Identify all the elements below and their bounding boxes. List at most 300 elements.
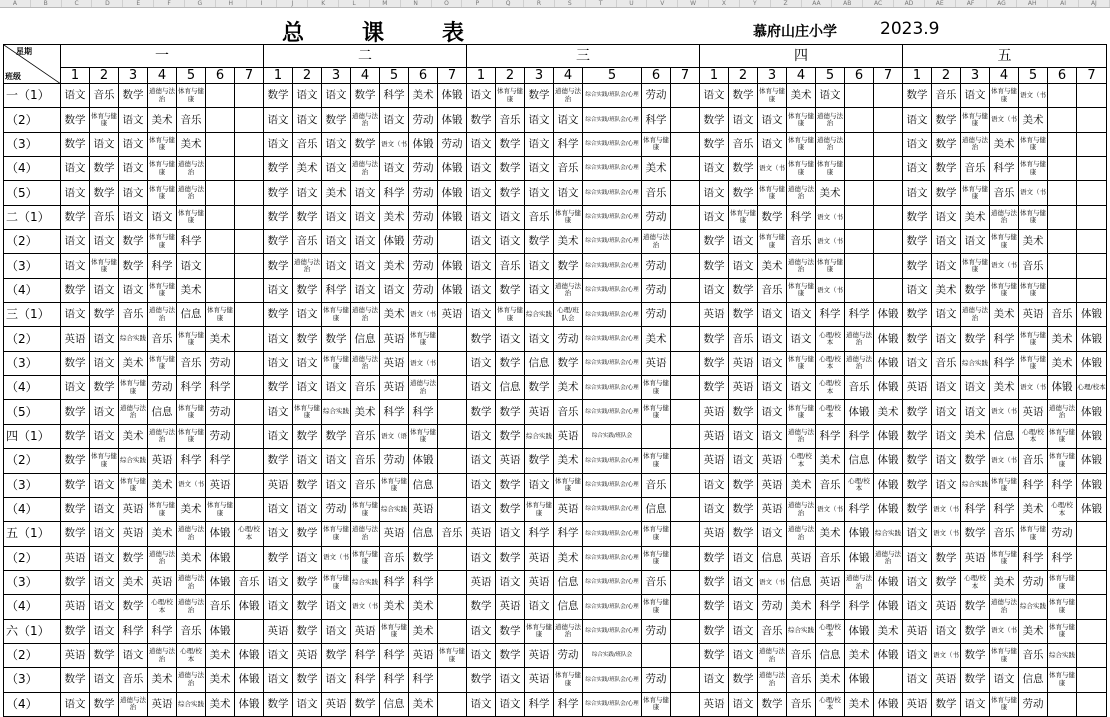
- lesson-cell[interactable]: 数学: [932, 692, 961, 716]
- lesson-cell[interactable]: 语文（书: [758, 570, 787, 594]
- lesson-cell[interactable]: 科学: [206, 449, 235, 473]
- lesson-cell[interactable]: 数学: [293, 205, 322, 229]
- lesson-cell[interactable]: 体锻: [1077, 449, 1107, 473]
- lesson-cell[interactable]: [671, 84, 700, 108]
- lesson-cell[interactable]: 信息: [554, 570, 583, 594]
- lesson-cell[interactable]: 语文: [467, 303, 496, 327]
- lesson-cell[interactable]: 音乐: [438, 522, 467, 546]
- lesson-cell[interactable]: 体育与健康: [990, 546, 1019, 570]
- lesson-cell[interactable]: [1077, 181, 1107, 205]
- lesson-cell[interactable]: 英语: [1019, 303, 1048, 327]
- lesson-cell[interactable]: 体锻: [1048, 376, 1077, 400]
- lesson-cell[interactable]: 语文: [322, 157, 351, 181]
- lesson-cell[interactable]: 劳动: [1019, 570, 1048, 594]
- class-name[interactable]: （3）: [4, 570, 61, 594]
- lesson-cell[interactable]: [671, 595, 700, 619]
- lesson-cell[interactable]: 音乐: [148, 327, 177, 351]
- lesson-cell[interactable]: 科学: [351, 643, 380, 667]
- lesson-cell[interactable]: 体育与健康: [1019, 205, 1048, 229]
- lesson-cell[interactable]: 数学: [496, 132, 525, 156]
- lesson-cell[interactable]: 心理/校本: [816, 619, 845, 643]
- lesson-cell[interactable]: 语文: [700, 205, 729, 229]
- lesson-cell[interactable]: 语文: [467, 351, 496, 375]
- lesson-cell[interactable]: 体锻: [845, 546, 874, 570]
- lesson-cell[interactable]: 英语: [61, 643, 90, 667]
- lesson-cell[interactable]: 语文: [293, 181, 322, 205]
- lesson-cell[interactable]: 科学: [380, 400, 409, 424]
- lesson-cell[interactable]: 数学: [264, 376, 293, 400]
- lesson-cell[interactable]: [845, 205, 874, 229]
- lesson-cell[interactable]: 科学: [351, 668, 380, 692]
- lesson-cell[interactable]: 科学: [1048, 546, 1077, 570]
- lesson-cell[interactable]: 语文: [496, 205, 525, 229]
- lesson-cell[interactable]: 综合实践/班队会/心理: [583, 132, 642, 156]
- lesson-cell[interactable]: [438, 619, 467, 643]
- lesson-cell[interactable]: [671, 473, 700, 497]
- lesson-cell[interactable]: 综合实践/班队会/心理: [583, 84, 642, 108]
- lesson-cell[interactable]: 美术: [1019, 230, 1048, 254]
- lesson-cell[interactable]: 美术: [119, 424, 148, 448]
- lesson-cell[interactable]: 语文: [467, 205, 496, 229]
- lesson-cell[interactable]: 科学: [119, 619, 148, 643]
- class-name[interactable]: （2）: [4, 230, 61, 254]
- lesson-cell[interactable]: 数学: [293, 278, 322, 302]
- lesson-cell[interactable]: 道德与法治: [787, 522, 816, 546]
- class-name[interactable]: （4）: [4, 497, 61, 521]
- lesson-cell[interactable]: 语文: [961, 230, 990, 254]
- lesson-cell[interactable]: 语文: [700, 497, 729, 521]
- lesson-cell[interactable]: 信息: [177, 303, 206, 327]
- lesson-cell[interactable]: 信息: [351, 327, 380, 351]
- lesson-cell[interactable]: 科学: [845, 424, 874, 448]
- lesson-cell[interactable]: 数学: [903, 497, 932, 521]
- lesson-cell[interactable]: [1077, 108, 1107, 132]
- lesson-cell[interactable]: 音乐: [496, 254, 525, 278]
- lesson-cell[interactable]: 英语: [380, 327, 409, 351]
- lesson-cell[interactable]: 体锻: [1077, 303, 1107, 327]
- lesson-cell[interactable]: 音乐: [787, 230, 816, 254]
- column-letter[interactable]: Z: [771, 0, 802, 7]
- lesson-cell[interactable]: [206, 108, 235, 132]
- lesson-cell[interactable]: 综合实践/班队会/心理: [583, 205, 642, 229]
- lesson-cell[interactable]: 英语: [525, 546, 554, 570]
- lesson-cell[interactable]: 美术: [1019, 497, 1048, 521]
- lesson-cell[interactable]: 数学: [90, 157, 119, 181]
- lesson-cell[interactable]: 语文: [264, 668, 293, 692]
- column-letter[interactable]: M: [370, 0, 401, 7]
- lesson-cell[interactable]: 道德与法治: [351, 522, 380, 546]
- lesson-cell[interactable]: 数学: [932, 132, 961, 156]
- lesson-cell[interactable]: 体育与健康: [816, 254, 845, 278]
- lesson-cell[interactable]: [1077, 668, 1107, 692]
- lesson-cell[interactable]: 体锻: [206, 570, 235, 594]
- lesson-cell[interactable]: 英语: [787, 546, 816, 570]
- lesson-cell[interactable]: [235, 619, 264, 643]
- lesson-cell[interactable]: 语文: [496, 327, 525, 351]
- lesson-cell[interactable]: 语文: [961, 400, 990, 424]
- lesson-cell[interactable]: 科学: [525, 692, 554, 716]
- lesson-cell[interactable]: [1077, 643, 1107, 667]
- lesson-cell[interactable]: 数学: [932, 570, 961, 594]
- lesson-cell[interactable]: 语文: [90, 278, 119, 302]
- lesson-cell[interactable]: 科学: [177, 449, 206, 473]
- lesson-cell[interactable]: 科学: [554, 522, 583, 546]
- column-letter[interactable]: O: [432, 0, 463, 7]
- lesson-cell[interactable]: 语文: [351, 205, 380, 229]
- lesson-cell[interactable]: 劳动: [642, 205, 671, 229]
- lesson-cell[interactable]: 语文: [932, 376, 961, 400]
- lesson-cell[interactable]: 英语: [642, 351, 671, 375]
- lesson-cell[interactable]: 语文: [932, 449, 961, 473]
- column-letter[interactable]: AD: [894, 0, 925, 7]
- lesson-cell[interactable]: 语文: [932, 254, 961, 278]
- lesson-cell[interactable]: [235, 181, 264, 205]
- lesson-cell[interactable]: 英语: [932, 668, 961, 692]
- lesson-cell[interactable]: 语文: [700, 473, 729, 497]
- lesson-cell[interactable]: [235, 254, 264, 278]
- lesson-cell[interactable]: 道德与法治: [874, 546, 903, 570]
- class-name[interactable]: （2）: [4, 449, 61, 473]
- lesson-cell[interactable]: 语文: [467, 132, 496, 156]
- lesson-cell[interactable]: 道德与法治: [758, 643, 787, 667]
- lesson-cell[interactable]: 道德与法治: [845, 351, 874, 375]
- lesson-cell[interactable]: 数学: [932, 181, 961, 205]
- lesson-cell[interactable]: 美术: [177, 278, 206, 302]
- lesson-cell[interactable]: 科学: [554, 692, 583, 716]
- column-letter[interactable]: AJ: [1079, 0, 1110, 7]
- lesson-cell[interactable]: 体锻: [409, 132, 438, 156]
- lesson-cell[interactable]: 数学: [700, 595, 729, 619]
- lesson-cell[interactable]: 道德与法治: [554, 84, 583, 108]
- lesson-cell[interactable]: 音乐: [990, 181, 1019, 205]
- lesson-cell[interactable]: 体锻: [1077, 424, 1107, 448]
- lesson-cell[interactable]: 音乐: [90, 84, 119, 108]
- lesson-cell[interactable]: 体育与健康: [990, 84, 1019, 108]
- lesson-cell[interactable]: 综合实践/班队会/心理: [583, 400, 642, 424]
- lesson-cell[interactable]: 语文: [90, 570, 119, 594]
- lesson-cell[interactable]: 体育与健康: [990, 278, 1019, 302]
- lesson-cell[interactable]: 美术: [816, 522, 845, 546]
- lesson-cell[interactable]: 语文: [990, 668, 1019, 692]
- lesson-cell[interactable]: 体育与健康: [525, 497, 554, 521]
- lesson-cell[interactable]: 数学: [90, 181, 119, 205]
- lesson-cell[interactable]: 体育与健康: [1019, 157, 1048, 181]
- lesson-cell[interactable]: 音乐: [816, 546, 845, 570]
- lesson-cell[interactable]: 数学: [496, 497, 525, 521]
- lesson-cell[interactable]: 体锻: [1077, 351, 1107, 375]
- column-letter[interactable]: N: [401, 0, 432, 7]
- lesson-cell[interactable]: 语文: [322, 230, 351, 254]
- lesson-cell[interactable]: 美术: [148, 668, 177, 692]
- lesson-cell[interactable]: [206, 157, 235, 181]
- lesson-cell[interactable]: 数学: [496, 424, 525, 448]
- lesson-cell[interactable]: 体育与健康: [438, 643, 467, 667]
- lesson-cell[interactable]: 语文: [264, 424, 293, 448]
- lesson-cell[interactable]: 语文: [932, 424, 961, 448]
- lesson-cell[interactable]: [235, 303, 264, 327]
- lesson-cell[interactable]: 美术: [845, 692, 874, 716]
- lesson-cell[interactable]: 体锻: [874, 303, 903, 327]
- lesson-cell[interactable]: 体育与健康: [642, 692, 671, 716]
- lesson-cell[interactable]: 美术: [787, 595, 816, 619]
- lesson-cell[interactable]: 体育与健康: [322, 303, 351, 327]
- lesson-cell[interactable]: 道德与法治: [961, 303, 990, 327]
- lesson-cell[interactable]: 心理/校本: [1019, 424, 1048, 448]
- lesson-cell[interactable]: 数学: [61, 278, 90, 302]
- lesson-cell[interactable]: [1048, 230, 1077, 254]
- lesson-cell[interactable]: 体锻: [845, 522, 874, 546]
- lesson-cell[interactable]: 语文: [903, 157, 932, 181]
- lesson-cell[interactable]: 数学: [264, 692, 293, 716]
- lesson-cell[interactable]: 语文: [293, 303, 322, 327]
- lesson-cell[interactable]: 体育与健康: [148, 181, 177, 205]
- column-letter[interactable]: G: [185, 0, 216, 7]
- lesson-cell[interactable]: 体育与健康: [961, 108, 990, 132]
- class-name[interactable]: 二（1）: [4, 205, 61, 229]
- lesson-cell[interactable]: 美术: [409, 595, 438, 619]
- lesson-cell[interactable]: 音乐: [961, 157, 990, 181]
- lesson-cell[interactable]: 语文: [264, 108, 293, 132]
- lesson-cell[interactable]: 体锻: [874, 473, 903, 497]
- lesson-cell[interactable]: [1077, 570, 1107, 594]
- lesson-cell[interactable]: 体育与健康: [787, 278, 816, 302]
- lesson-cell[interactable]: 体育与健康: [990, 643, 1019, 667]
- lesson-cell[interactable]: 美术: [990, 570, 1019, 594]
- lesson-cell[interactable]: 数学: [409, 546, 438, 570]
- lesson-cell[interactable]: 信息: [787, 570, 816, 594]
- lesson-cell[interactable]: 体育与健康: [642, 595, 671, 619]
- lesson-cell[interactable]: 数学: [903, 424, 932, 448]
- lesson-cell[interactable]: [235, 497, 264, 521]
- lesson-cell[interactable]: 体育与健康: [642, 376, 671, 400]
- lesson-cell[interactable]: [1048, 132, 1077, 156]
- lesson-cell[interactable]: 语文: [700, 278, 729, 302]
- lesson-cell[interactable]: 语文（书: [932, 643, 961, 667]
- lesson-cell[interactable]: 信息: [409, 522, 438, 546]
- lesson-cell[interactable]: 数学: [903, 303, 932, 327]
- class-name[interactable]: 三（1）: [4, 303, 61, 327]
- lesson-cell[interactable]: 英语: [496, 595, 525, 619]
- lesson-cell[interactable]: 语文: [758, 400, 787, 424]
- class-name[interactable]: （3）: [4, 254, 61, 278]
- lesson-cell[interactable]: 语文: [729, 643, 758, 667]
- lesson-cell[interactable]: 音乐: [177, 619, 206, 643]
- lesson-cell[interactable]: 综合实践/班队会/心理: [583, 351, 642, 375]
- lesson-cell[interactable]: 道德与法治: [177, 522, 206, 546]
- lesson-cell[interactable]: [845, 157, 874, 181]
- lesson-cell[interactable]: [206, 84, 235, 108]
- lesson-cell[interactable]: [438, 327, 467, 351]
- lesson-cell[interactable]: 语文: [90, 668, 119, 692]
- lesson-cell[interactable]: 体锻: [874, 449, 903, 473]
- lesson-cell[interactable]: 语文: [293, 546, 322, 570]
- lesson-cell[interactable]: 体锻: [235, 643, 264, 667]
- lesson-cell[interactable]: 体育与健康: [177, 327, 206, 351]
- lesson-cell[interactable]: 数学: [700, 254, 729, 278]
- lesson-cell[interactable]: 体育与健康: [148, 351, 177, 375]
- lesson-cell[interactable]: 音乐: [1019, 449, 1048, 473]
- lesson-cell[interactable]: 语文: [467, 449, 496, 473]
- lesson-cell[interactable]: 综合实践/班队会/心理: [583, 230, 642, 254]
- lesson-cell[interactable]: [845, 84, 874, 108]
- lesson-cell[interactable]: 道德与法治: [148, 546, 177, 570]
- lesson-cell[interactable]: [874, 205, 903, 229]
- lesson-cell[interactable]: 语文: [525, 132, 554, 156]
- lesson-cell[interactable]: 数学: [903, 400, 932, 424]
- class-name[interactable]: 四（1）: [4, 424, 61, 448]
- lesson-cell[interactable]: 美术: [990, 376, 1019, 400]
- column-letter[interactable]: D: [92, 0, 123, 7]
- lesson-cell[interactable]: 体锻: [874, 376, 903, 400]
- lesson-cell[interactable]: [671, 181, 700, 205]
- lesson-cell[interactable]: 道德与法治: [177, 181, 206, 205]
- lesson-cell[interactable]: 科学: [845, 497, 874, 521]
- lesson-cell[interactable]: 美术: [380, 595, 409, 619]
- lesson-cell[interactable]: 心理/校本: [845, 473, 874, 497]
- lesson-cell[interactable]: 体育与健康: [148, 157, 177, 181]
- lesson-cell[interactable]: 道德与法治: [787, 497, 816, 521]
- lesson-cell[interactable]: 语文: [758, 424, 787, 448]
- lesson-cell[interactable]: 语文（书: [758, 157, 787, 181]
- lesson-cell[interactable]: 语文（书: [1019, 181, 1048, 205]
- lesson-cell[interactable]: [206, 254, 235, 278]
- lesson-cell[interactable]: 语文: [758, 351, 787, 375]
- lesson-cell[interactable]: 语文: [700, 84, 729, 108]
- lesson-cell[interactable]: 美术: [409, 692, 438, 716]
- column-letter[interactable]: W: [678, 0, 709, 7]
- lesson-cell[interactable]: 美术: [380, 254, 409, 278]
- lesson-cell[interactable]: 体育与健康: [729, 205, 758, 229]
- lesson-cell[interactable]: 语文: [758, 376, 787, 400]
- lesson-cell[interactable]: 综合实践/班队会/心理: [583, 595, 642, 619]
- lesson-cell[interactable]: [845, 278, 874, 302]
- lesson-cell[interactable]: 数学: [903, 254, 932, 278]
- lesson-cell[interactable]: 语文（书: [380, 132, 409, 156]
- lesson-cell[interactable]: 美术: [845, 643, 874, 667]
- class-name[interactable]: （2）: [4, 108, 61, 132]
- lesson-cell[interactable]: 英语: [932, 595, 961, 619]
- lesson-cell[interactable]: 英语: [380, 351, 409, 375]
- lesson-cell[interactable]: 数学: [293, 522, 322, 546]
- lesson-cell[interactable]: 体锻: [874, 570, 903, 594]
- lesson-cell[interactable]: 科学: [642, 108, 671, 132]
- lesson-cell[interactable]: 语文: [525, 108, 554, 132]
- column-letter[interactable]: Y: [740, 0, 771, 7]
- lesson-cell[interactable]: 语文: [816, 84, 845, 108]
- lesson-cell[interactable]: 体育与健康: [554, 205, 583, 229]
- lesson-cell[interactable]: [1048, 181, 1077, 205]
- lesson-cell[interactable]: 语文: [61, 181, 90, 205]
- lesson-cell[interactable]: 劳动: [206, 351, 235, 375]
- column-letter[interactable]: AI: [1048, 0, 1079, 7]
- lesson-cell[interactable]: 语文: [496, 668, 525, 692]
- lesson-cell[interactable]: 数学: [729, 497, 758, 521]
- lesson-cell[interactable]: 语文: [467, 473, 496, 497]
- lesson-cell[interactable]: 数学: [90, 692, 119, 716]
- lesson-cell[interactable]: 语文: [467, 84, 496, 108]
- column-letter[interactable]: B: [31, 0, 62, 7]
- lesson-cell[interactable]: 语文: [61, 692, 90, 716]
- lesson-cell[interactable]: [1048, 254, 1077, 278]
- class-name[interactable]: （2）: [4, 546, 61, 570]
- lesson-cell[interactable]: 科学: [816, 424, 845, 448]
- lesson-cell[interactable]: 语文: [351, 254, 380, 278]
- lesson-cell[interactable]: 数学: [119, 230, 148, 254]
- lesson-cell[interactable]: 语文: [525, 254, 554, 278]
- lesson-cell[interactable]: 体育与健康: [961, 181, 990, 205]
- lesson-cell[interactable]: [845, 108, 874, 132]
- lesson-cell[interactable]: 音乐: [293, 132, 322, 156]
- lesson-cell[interactable]: 数学: [932, 157, 961, 181]
- lesson-cell[interactable]: 数学: [961, 449, 990, 473]
- lesson-cell[interactable]: 道德与法治: [351, 351, 380, 375]
- lesson-cell[interactable]: 数学: [90, 376, 119, 400]
- lesson-cell[interactable]: [671, 376, 700, 400]
- lesson-cell[interactable]: 英语: [409, 643, 438, 667]
- lesson-cell[interactable]: 科学: [525, 522, 554, 546]
- lesson-cell[interactable]: 道德与法治: [148, 424, 177, 448]
- lesson-cell[interactable]: [235, 132, 264, 156]
- lesson-cell[interactable]: 语文: [293, 84, 322, 108]
- lesson-cell[interactable]: 数学: [467, 668, 496, 692]
- lesson-cell[interactable]: 语文（书: [990, 400, 1019, 424]
- lesson-cell[interactable]: 语文: [961, 376, 990, 400]
- lesson-cell[interactable]: 心理/校本: [816, 327, 845, 351]
- lesson-cell[interactable]: 综合实践/班队会/心理: [583, 108, 642, 132]
- lesson-cell[interactable]: 体锻: [874, 424, 903, 448]
- lesson-cell[interactable]: 体育与健康: [787, 351, 816, 375]
- lesson-cell[interactable]: 数学: [119, 595, 148, 619]
- lesson-cell[interactable]: 体锻: [1077, 400, 1107, 424]
- lesson-cell[interactable]: 数学: [525, 230, 554, 254]
- lesson-cell[interactable]: 英语: [525, 400, 554, 424]
- lesson-cell[interactable]: 科学: [961, 497, 990, 521]
- column-letter[interactable]: P: [462, 0, 493, 7]
- lesson-cell[interactable]: 体育与健康: [380, 473, 409, 497]
- lesson-cell[interactable]: 数学: [351, 132, 380, 156]
- lesson-cell[interactable]: 科学: [787, 205, 816, 229]
- lesson-cell[interactable]: 美术: [177, 546, 206, 570]
- lesson-cell[interactable]: 英语: [148, 570, 177, 594]
- lesson-cell[interactable]: 数学: [729, 400, 758, 424]
- lesson-cell[interactable]: [845, 181, 874, 205]
- lesson-cell[interactable]: 数学: [700, 643, 729, 667]
- lesson-cell[interactable]: 语文: [61, 230, 90, 254]
- lesson-cell[interactable]: [235, 205, 264, 229]
- lesson-cell[interactable]: [1048, 108, 1077, 132]
- lesson-cell[interactable]: 数学: [61, 424, 90, 448]
- lesson-cell[interactable]: 英语: [119, 522, 148, 546]
- lesson-cell[interactable]: 语文: [61, 84, 90, 108]
- lesson-cell[interactable]: 体锻: [438, 254, 467, 278]
- lesson-cell[interactable]: 体育与健康: [1019, 327, 1048, 351]
- lesson-cell[interactable]: 心理/校本: [816, 400, 845, 424]
- lesson-cell[interactable]: 道德与法治: [119, 692, 148, 716]
- lesson-cell[interactable]: 道德与法治: [758, 668, 787, 692]
- lesson-cell[interactable]: 道德与法治: [961, 132, 990, 156]
- lesson-cell[interactable]: 英语: [758, 449, 787, 473]
- lesson-cell[interactable]: 信息: [409, 473, 438, 497]
- lesson-cell[interactable]: 劳动: [322, 497, 351, 521]
- lesson-cell[interactable]: 道德与法治: [845, 570, 874, 594]
- lesson-cell[interactable]: 体育与健康: [758, 84, 787, 108]
- lesson-cell[interactable]: 体育与健康: [1019, 351, 1048, 375]
- lesson-cell[interactable]: 数学: [700, 570, 729, 594]
- lesson-cell[interactable]: 科学: [990, 327, 1019, 351]
- lesson-cell[interactable]: 音乐: [932, 351, 961, 375]
- lesson-cell[interactable]: 语文: [177, 254, 206, 278]
- lesson-cell[interactable]: 美术: [554, 449, 583, 473]
